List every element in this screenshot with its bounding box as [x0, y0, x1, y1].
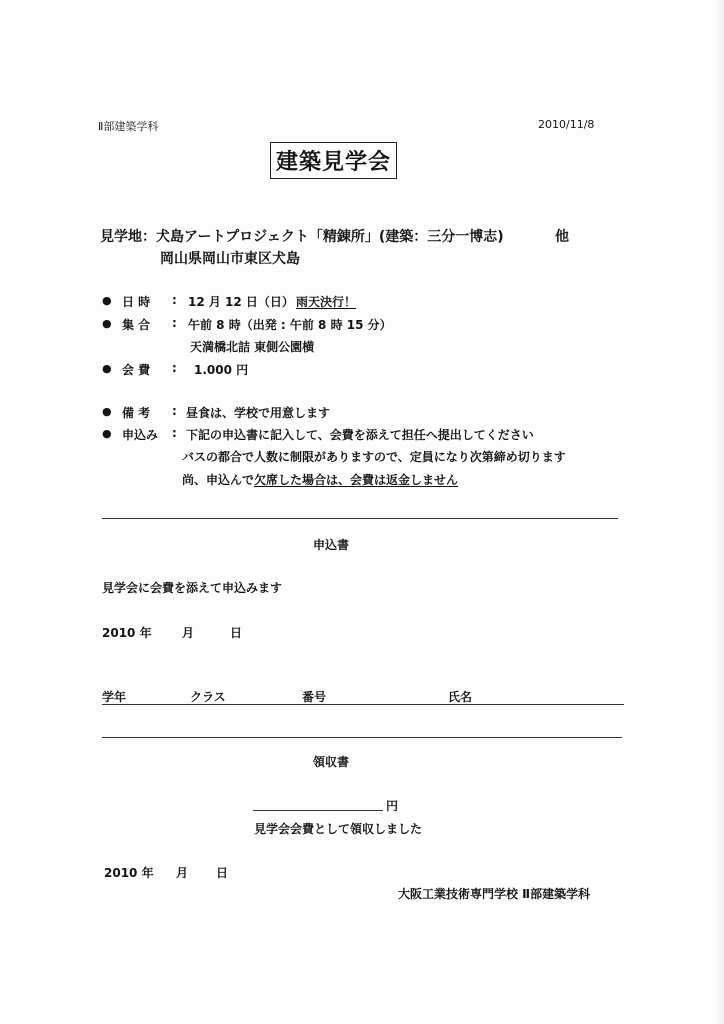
- name-field-label: 氏名: [448, 690, 473, 704]
- application-statement: 見学会に会費を添えて申込みます: [102, 581, 283, 595]
- fee-value: 1.000 円: [194, 363, 249, 377]
- refund-note-prefix: 尚、申込んで: [182, 473, 255, 487]
- department-label: Ⅱ部建築学科: [98, 120, 159, 133]
- meeting-place: 天満橋北詰 東側公園横: [190, 340, 315, 354]
- bullet-icon: ●: [102, 427, 112, 440]
- application-day: 日: [230, 626, 243, 640]
- site-line: 見学地：犬島アートプロジェクト「精錬所」(建築：三分一博志): [100, 229, 504, 245]
- notes-label: 備 考: [122, 406, 151, 420]
- cut-line: [102, 518, 618, 519]
- apply-label: 申込み: [122, 428, 159, 442]
- site-address: 岡山県岡山市東区犬島: [160, 251, 300, 267]
- refund-note: [182, 471, 458, 488]
- amount-line: [253, 810, 383, 811]
- scan-edge-shadow: [716, 0, 724, 1024]
- application-month: 月: [182, 626, 195, 640]
- meeting-label: 集 合: [122, 318, 151, 332]
- capacity-note: バスの都合で人数に制限がありますので、定員になり次第締め切ります: [182, 450, 566, 464]
- datetime-value: 12 月 12 日（日）: [188, 295, 294, 309]
- issuer-name: 大阪工業技術専門学校 Ⅱ部建築学科: [398, 887, 591, 901]
- receipt-title: 領収書: [313, 755, 350, 769]
- meeting-colon: :: [172, 316, 177, 330]
- receipt-year: 2010 年: [104, 866, 154, 880]
- fee-label: 会 費: [122, 363, 151, 377]
- receipt-month: 月: [176, 866, 189, 880]
- document-title: 建築見学会: [270, 142, 397, 179]
- bullet-icon: ●: [102, 405, 112, 418]
- signature-line: [102, 704, 624, 705]
- notes-colon: :: [172, 404, 177, 418]
- issue-date: 2010/11/8: [538, 118, 595, 131]
- meeting-time: 午前 8 時（出発 : 午前 8 時 15 分）: [188, 318, 392, 332]
- class-field-label: クラス: [190, 690, 226, 704]
- application-year: 2010 年: [102, 626, 152, 640]
- cut-line: [102, 737, 622, 738]
- application-title: 申込書: [313, 538, 350, 552]
- bullet-icon: ●: [102, 362, 112, 375]
- yen-label: 円: [386, 799, 399, 813]
- notes-value: 昼食は、学校で用意します: [186, 406, 331, 420]
- receipt-statement: 見学会会費として領収しました: [254, 822, 423, 836]
- datetime-colon: :: [172, 293, 177, 307]
- bullet-icon: ●: [102, 317, 112, 330]
- refund-note-warning: 欠席した場合は、会費は返金しません: [254, 473, 459, 487]
- number-field-label: 番号: [302, 690, 327, 704]
- bullet-icon: ●: [102, 294, 112, 307]
- receipt-day: 日: [216, 866, 229, 880]
- apply-colon: :: [172, 426, 177, 440]
- site-line-suffix: 他: [555, 229, 569, 245]
- grade-field-label: 学年: [102, 690, 127, 704]
- datetime-label: 日 時: [122, 295, 151, 309]
- fee-colon: :: [172, 361, 177, 375]
- rain-note: 雨天決行！: [296, 295, 357, 309]
- apply-instruction: 下記の申込書に記入して、会費を添えて担任へ提出してください: [186, 428, 534, 442]
